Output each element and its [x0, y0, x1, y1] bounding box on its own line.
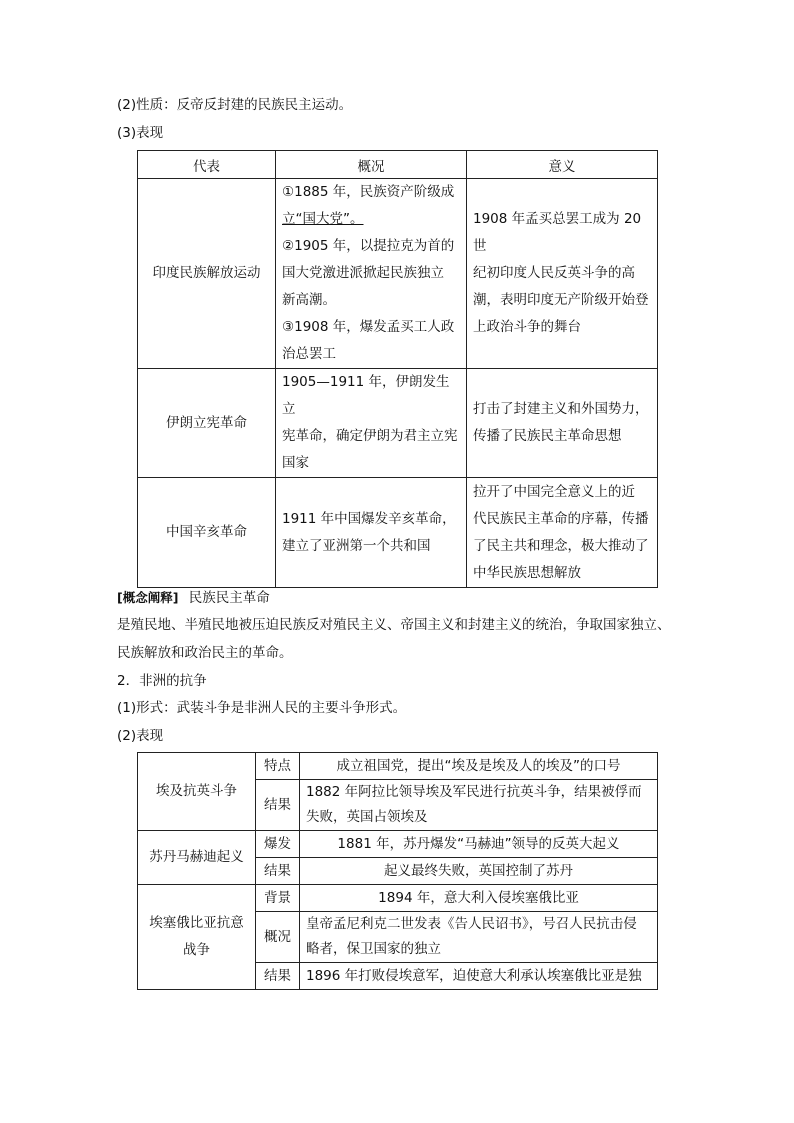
row-iran-overview	[276, 369, 467, 478]
significance-line: 代民族民主革命的序幕，传播	[473, 510, 649, 527]
significance-line: 拉开了中国完全意义上的近	[473, 483, 635, 500]
concept-text-line-1: 是殖民地、半殖民地被压迫民族反对殖民主义、帝国主义和封建主义的统治，争取国家独立、	[117, 617, 671, 633]
significance-line: 传播了民族民主革命思想	[473, 428, 622, 444]
label-cell: 结果	[256, 780, 300, 831]
performance-heading-2: (2)表现	[117, 728, 164, 744]
content-cell: 1881 年，苏丹爆发“马赫迪”领导的反英大起义	[300, 831, 658, 858]
group-egypt: 埃及抗英斗争	[138, 753, 256, 831]
asia-revolution-table	[137, 150, 658, 588]
row-china-representative: 中国辛亥革命	[138, 478, 276, 588]
content-line: 1882 年阿拉比领导埃及军民进行抗英斗争，结果被俘而	[306, 784, 642, 800]
overview-line: 1905—1911 年，伊朗发生立	[282, 374, 450, 417]
overview-line	[282, 206, 460, 233]
group-ethiopia	[138, 885, 256, 990]
label-cell: 结果	[256, 858, 300, 885]
concept-heading	[117, 588, 270, 608]
row-india-significance	[467, 179, 658, 369]
concept-tag: [概念阐释]	[117, 590, 179, 605]
content-cell: 1896 年打败侵埃意军，迫使意大利承认埃塞俄比亚是独	[300, 963, 658, 990]
overview-line: ③1908 年，爆发孟买工人政	[282, 319, 455, 335]
nature-line: (2)性质：反帝反封建的民族民主运动。	[117, 97, 353, 113]
content-line: 略者，保卫国家的独立	[306, 941, 441, 957]
label-cell: 概况	[256, 912, 300, 963]
content-line: 皇帝孟尼利克二世发表《告人民诏书》，号召人民抗击侵	[306, 916, 637, 932]
significance-line: 上政治斗争的舞台	[473, 319, 581, 335]
content-cell	[300, 912, 658, 963]
africa-heading: 2．非洲的抗争	[117, 673, 207, 689]
africa-form-line: (1)形式：武装斗争是非洲人民的主要斗争形式。	[117, 700, 407, 716]
header-representative: 代表	[138, 151, 276, 179]
concept-term: 民族民主革命	[188, 590, 270, 606]
header-overview: 概况	[276, 151, 467, 179]
group-sudan: 苏丹马赫迪起义	[138, 831, 256, 885]
label-cell: 背景	[256, 885, 300, 912]
label-cell: 结果	[256, 963, 300, 990]
group-name-line: 战争	[183, 942, 210, 958]
significance-line: 1908 年孟买总罢工成为 20 世	[473, 211, 642, 254]
overview-line-text: 立“国大党”。	[282, 211, 364, 227]
row-iran-representative: 伊朗立宪革命	[138, 369, 276, 478]
significance-line: 了民主共和理念，极大推动了	[473, 537, 649, 554]
concept-text-line-2: 民族解放和政治民主的革命。	[117, 645, 293, 661]
group-name-line: 埃塞俄比亚抗意	[149, 915, 244, 931]
label-cell: 特点	[256, 753, 300, 780]
overview-line: 建立了亚洲第一个共和国	[282, 537, 431, 554]
significance-line: 中华民族思想解放	[473, 564, 581, 581]
row-india-overview	[276, 179, 467, 369]
row-iran-significance	[467, 369, 658, 478]
overview-line: 宪革命，确定伊朗为君主立宪	[282, 428, 458, 444]
content-cell: 起义最终失败，英国控制了苏丹	[300, 858, 658, 885]
table-row	[138, 885, 658, 912]
africa-struggle-table	[137, 752, 658, 990]
table-row	[138, 831, 658, 858]
content-line: 失败，英国占领埃及	[306, 809, 428, 825]
significance-line: 纪初印度人民反英斗争的高	[473, 265, 635, 281]
overview-line: 新高潮。	[282, 292, 336, 308]
content-cell: 成立祖国党，提出“埃及是埃及人的埃及”的口号	[300, 753, 658, 780]
significance-line: 潮，表明印度无产阶级开始登	[473, 292, 649, 308]
content-cell: 1894 年，意大利入侵埃塞俄比亚	[300, 885, 658, 912]
table-header-row	[138, 151, 658, 179]
table-row	[138, 369, 658, 478]
overview-line: ②1905 年，以提拉克为首的	[282, 238, 455, 254]
significance-line: 打击了封建主义和外国势力，	[473, 401, 649, 417]
row-china-overview	[276, 478, 467, 588]
content-cell	[300, 780, 658, 831]
row-india-representative: 印度民族解放运动	[138, 179, 276, 369]
label-cell: 爆发	[256, 831, 300, 858]
row-china-significance	[467, 478, 658, 588]
overview-line: 国大党激进派掀起民族独立	[282, 265, 444, 281]
overview-line: 治总罢工	[282, 346, 336, 362]
overview-line: ①1885 年，民族资产阶级成	[282, 184, 455, 200]
header-significance: 意义	[467, 151, 658, 179]
overview-line: 国家	[282, 455, 309, 471]
performance-heading-1: (3)表现	[117, 125, 164, 141]
table-row	[138, 478, 658, 588]
overview-line: 1911 年中国爆发辛亥革命，	[282, 510, 456, 527]
table-row	[138, 179, 658, 369]
table-row	[138, 753, 658, 780]
